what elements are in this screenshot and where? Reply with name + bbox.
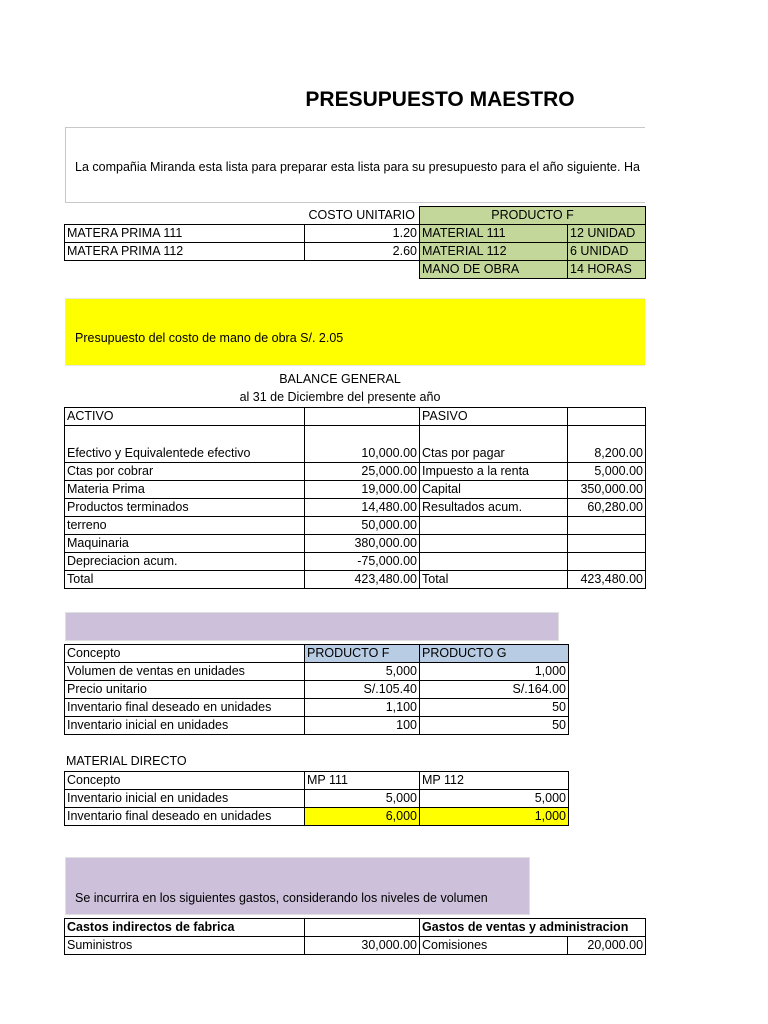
pasivo-item: Impuesto a la renta — [420, 463, 568, 481]
balance-title: BALANCE GENERAL — [279, 372, 401, 386]
pasivo-item: Resultados acum. — [420, 499, 568, 517]
material-mp111: 5,000 — [305, 790, 420, 808]
datos-table — [64, 644, 569, 735]
datos-row — [65, 699, 569, 717]
balance-row — [65, 463, 646, 481]
datos-f: 1,100 — [305, 699, 420, 717]
material-mp112: 5,000 — [420, 790, 569, 808]
material-qty: 6 UNIDAD — [568, 243, 646, 261]
costo-value: 1.20 — [305, 225, 420, 243]
costo-value: 2.60 — [305, 243, 420, 261]
datos-f: S/.105.40 — [305, 681, 420, 699]
material-name: MANO DE OBRA — [420, 261, 568, 279]
gastos-fabrica-header: Castos indirectos de fabrica — [65, 919, 305, 937]
activo-item: Productos terminados — [65, 499, 305, 517]
datos-g: 50 — [420, 717, 569, 735]
datos-concepto: Volumen de ventas en unidades — [65, 663, 305, 681]
material-name: MATERIAL 111 — [420, 225, 568, 243]
concepto-header: Concepto — [65, 645, 305, 663]
material-concepto: Inventario inicial en unidades — [65, 790, 305, 808]
total-pasivo-value: 423,480.00 — [568, 571, 646, 589]
total-activo-value: 423,480.00 — [305, 571, 420, 589]
costo-row — [65, 261, 646, 279]
activo-item: Depreciacion acum. — [65, 553, 305, 571]
pasivo-value: 350,000.00 — [568, 481, 646, 499]
balance-row — [65, 426, 646, 463]
intro-line-1: La compañia Miranda esta lista para preparar esta lista para su presupuesto para el año siguiente. Ha — [75, 160, 640, 174]
pasivo-item: Capital — [420, 481, 568, 499]
gastos-ventas-value: 20,000.00 — [568, 937, 646, 955]
material-concepto: Inventario final deseado en unidades — [65, 808, 305, 826]
datos-g: 50 — [420, 699, 569, 717]
datos-banner — [65, 612, 559, 641]
costo-name: MATERA PRIMA 112 — [65, 243, 305, 261]
activo-item: terreno — [65, 517, 305, 535]
balance-row — [65, 517, 646, 535]
labor-note-line-1: Presupuesto del costo de mano de obra S/. 2.05 — [75, 331, 344, 345]
costo-row — [65, 243, 646, 261]
datos-g: S/.164.00 — [420, 681, 569, 699]
material-table — [64, 771, 569, 826]
material-mp111: 6,000 — [305, 808, 420, 826]
material-qty: 14 HORAS — [568, 261, 646, 279]
material-qty: 12 UNIDAD — [568, 225, 646, 243]
datos-f: 5,000 — [305, 663, 420, 681]
pasivo-header: PASIVO — [420, 408, 568, 426]
total-activo-label: Total — [65, 571, 305, 589]
datos-g: 1,000 — [420, 663, 569, 681]
activo-value: -75,000.00 — [305, 553, 420, 571]
producto-f-col: PRODUCTO F — [305, 645, 420, 663]
total-pasivo-label: Total — [420, 571, 568, 589]
datos-concepto: Inventario final deseado en unidades — [65, 699, 305, 717]
activo-item: Maquinaria — [65, 535, 305, 553]
costos-table — [64, 206, 646, 279]
activo-item: Materia Prima — [65, 481, 305, 499]
activo-item: Ctas por cobrar — [65, 463, 305, 481]
activo-value: 14,480.00 — [305, 499, 420, 517]
datos-concepto: Inventario inicial en unidades — [65, 717, 305, 735]
costo-name: MATERA PRIMA 111 — [65, 225, 305, 243]
activo-value: 10,000.00 — [305, 426, 420, 463]
gastos-fabrica-item: Suministros — [65, 937, 305, 955]
mp112-col: MP 112 — [420, 772, 569, 790]
material-row — [65, 790, 569, 808]
labor-note — [65, 298, 645, 366]
balance-total-row — [65, 571, 646, 589]
datos-row — [65, 663, 569, 681]
material-mp112: 1,000 — [420, 808, 569, 826]
gastos-banner — [65, 857, 530, 915]
balance-subtitle: al 31 de Diciembre del presente año — [239, 390, 441, 404]
pasivo-value: 5,000.00 — [568, 463, 646, 481]
balance-table — [64, 407, 646, 589]
producto-f-header: PRODUCTO F — [420, 207, 646, 225]
intro-textbox — [65, 127, 645, 203]
material-title: MATERIAL DIRECTO — [66, 754, 187, 768]
balance-row — [65, 481, 646, 499]
mp111-col: MP 111 — [305, 772, 420, 790]
activo-value: 50,000.00 — [305, 517, 420, 535]
producto-g-col: PRODUCTO G — [420, 645, 569, 663]
gastos-table — [64, 918, 646, 955]
activo-value: 19,000.00 — [305, 481, 420, 499]
activo-value: 25,000.00 — [305, 463, 420, 481]
datos-f: 100 — [305, 717, 420, 735]
pasivo-value: 8,200.00 — [568, 426, 646, 463]
material-name: MATERIAL 112 — [420, 243, 568, 261]
balance-row — [65, 499, 646, 517]
gastos-row — [65, 937, 646, 955]
datos-row — [65, 681, 569, 699]
costo-row — [65, 225, 646, 243]
pasivo-item: Ctas por pagar — [420, 426, 568, 463]
gastos-banner-line-1: Se incurrira en los siguientes gastos, considerando los niveles de volumen — [75, 891, 488, 905]
datos-row — [65, 717, 569, 735]
material-row — [65, 808, 569, 826]
activo-header: ACTIVO — [65, 408, 305, 426]
balance-row — [65, 553, 646, 571]
balance-row — [65, 535, 646, 553]
gastos-fabrica-value: 30,000.00 — [305, 937, 420, 955]
gastos-ventas-item: Comisiones — [420, 937, 568, 955]
activo-value: 380,000.00 — [305, 535, 420, 553]
gastos-ventas-header: Gastos de ventas y administracion — [420, 919, 646, 937]
page-title: PRESUPUESTO MAESTRO — [305, 88, 575, 111]
pasivo-value: 60,280.00 — [568, 499, 646, 517]
datos-concepto: Precio unitario — [65, 681, 305, 699]
material-concepto-header: Concepto — [65, 772, 305, 790]
activo-item: Efectivo y Equivalentede efectivo — [65, 426, 305, 463]
costo-unitario-header: COSTO UNITARIO — [305, 207, 420, 225]
